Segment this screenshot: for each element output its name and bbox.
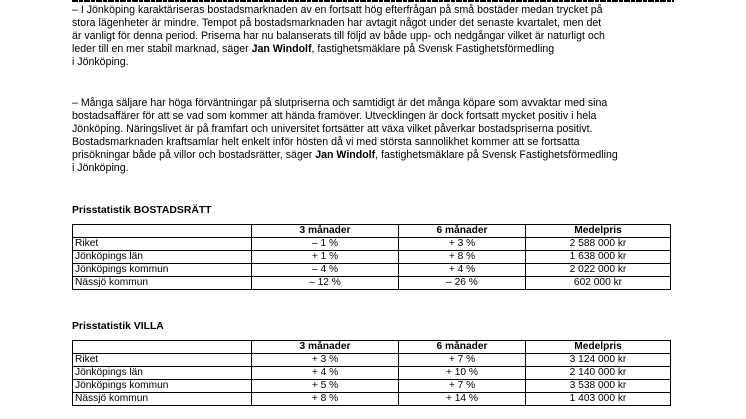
value-cell: 3 538 000 kr [526,380,671,393]
table-header-row [73,341,671,354]
value-cell: + 14 % [399,393,526,406]
table-row [73,380,671,393]
value-cell: 2 022 000 kr [526,264,671,277]
value-cell: 2 140 000 kr [526,367,671,380]
paragraph-1-text: – I Jönköping karaktäriseras bostadsmarknaden av en fortsatt hög efterfrågan på små bostäder medan trycket på stora lägenheter är mindre. Tempot på bostadsmarknaden har avtagit något under det senaste kvartalet, men det är vanligt för denna period. Priserna har nu balanserats till följd av både upp- och nedgångar vilket är naturligt och leder till en mer stabil marknad, säger [72,4,605,56]
paragraph-1 [72,4,674,69]
value-cell: – 26 % [399,277,526,290]
region-cell: Jönköpings kommun [73,264,252,277]
table-bostadsratt-title: Prisstatistik BOSTADSRÄTT [72,205,212,216]
region-cell: Riket [73,238,252,251]
value-cell: 3 124 000 kr [526,354,671,367]
value-cell: + 8 % [252,393,399,406]
paragraph-2-text-end: , fastighetsmäklare på Svensk Fastighetsförmedling i Jönköping. [72,149,618,175]
value-cell: + 4 % [399,264,526,277]
value-cell: 1 638 000 kr [526,251,671,264]
table-bostadsratt [72,224,671,290]
value-cell: + 3 % [399,238,526,251]
region-cell: Jönköpings län [73,367,252,380]
value-cell: – 1 % [252,238,399,251]
value-cell: 602 000 kr [526,277,671,290]
header-cell: 6 månader [399,341,526,354]
table-villa-title: Prisstatistik VILLA [72,321,164,332]
table-villa [72,340,671,406]
value-cell: + 7 % [399,380,526,393]
table-row [73,238,671,251]
table-row [73,367,671,380]
table-header-row [73,225,671,238]
header-cell: Medelpris [526,341,671,354]
value-cell: + 3 % [252,354,399,367]
paragraph-1-name: Jan Windolf [251,43,312,56]
value-cell: + 8 % [399,251,526,264]
value-cell: + 10 % [399,367,526,380]
value-cell: + 7 % [399,354,526,367]
header-cell: Medelpris [526,225,671,238]
region-cell: Jönköpings län [73,251,252,264]
table-row [73,251,671,264]
value-cell: 2 588 000 kr [526,238,671,251]
table-row [73,393,671,406]
value-cell: + 4 % [252,367,399,380]
header-cell [73,341,252,354]
value-cell: + 1 % [252,251,399,264]
value-cell: – 4 % [252,264,399,277]
region-cell: Riket [73,354,252,367]
header-cell: 3 månader [252,341,399,354]
paragraph-2-name: Jan Windolf [315,149,376,162]
paragraph-2-text: – Många säljare har höga förväntningar på slutpriserna och samtidigt är det många köpare som avvaktar med sina bostadsaffärer för att se vad som kommer att hända framöver. Utvecklingen är dock fortsatt mycket positiv i hela Jönköping. Näringslivet är på framfart och universitet fortsätter att växa vilket påverkar bostadspriserna positivt. Bostadsmarknaden kraftsamlar helt enkelt inför hösten då vi med största sannolikhet kommer att se fortsatta prisökningar både på villor och bostadsrätter, säger [72,97,608,162]
region-cell: Nässjö kommun [73,277,252,290]
region-cell: Jönköpings kommun [73,380,252,393]
value-cell: + 5 % [252,380,399,393]
table-row [73,277,671,290]
cropped-previous-line [72,0,674,3]
value-cell: – 12 % [252,277,399,290]
value-cell: 1 403 000 kr [526,393,671,406]
table-row [73,354,671,367]
header-cell [73,225,252,238]
paragraph-2 [72,97,674,176]
header-cell: 6 månader [399,225,526,238]
header-cell: 3 månader [252,225,399,238]
table-row [73,264,671,277]
region-cell: Nässjö kommun [73,393,252,406]
paragraph-1-text-end: , fastighetsmäklare på Svensk Fastighetsförmedling i Jönköping. [72,43,555,69]
